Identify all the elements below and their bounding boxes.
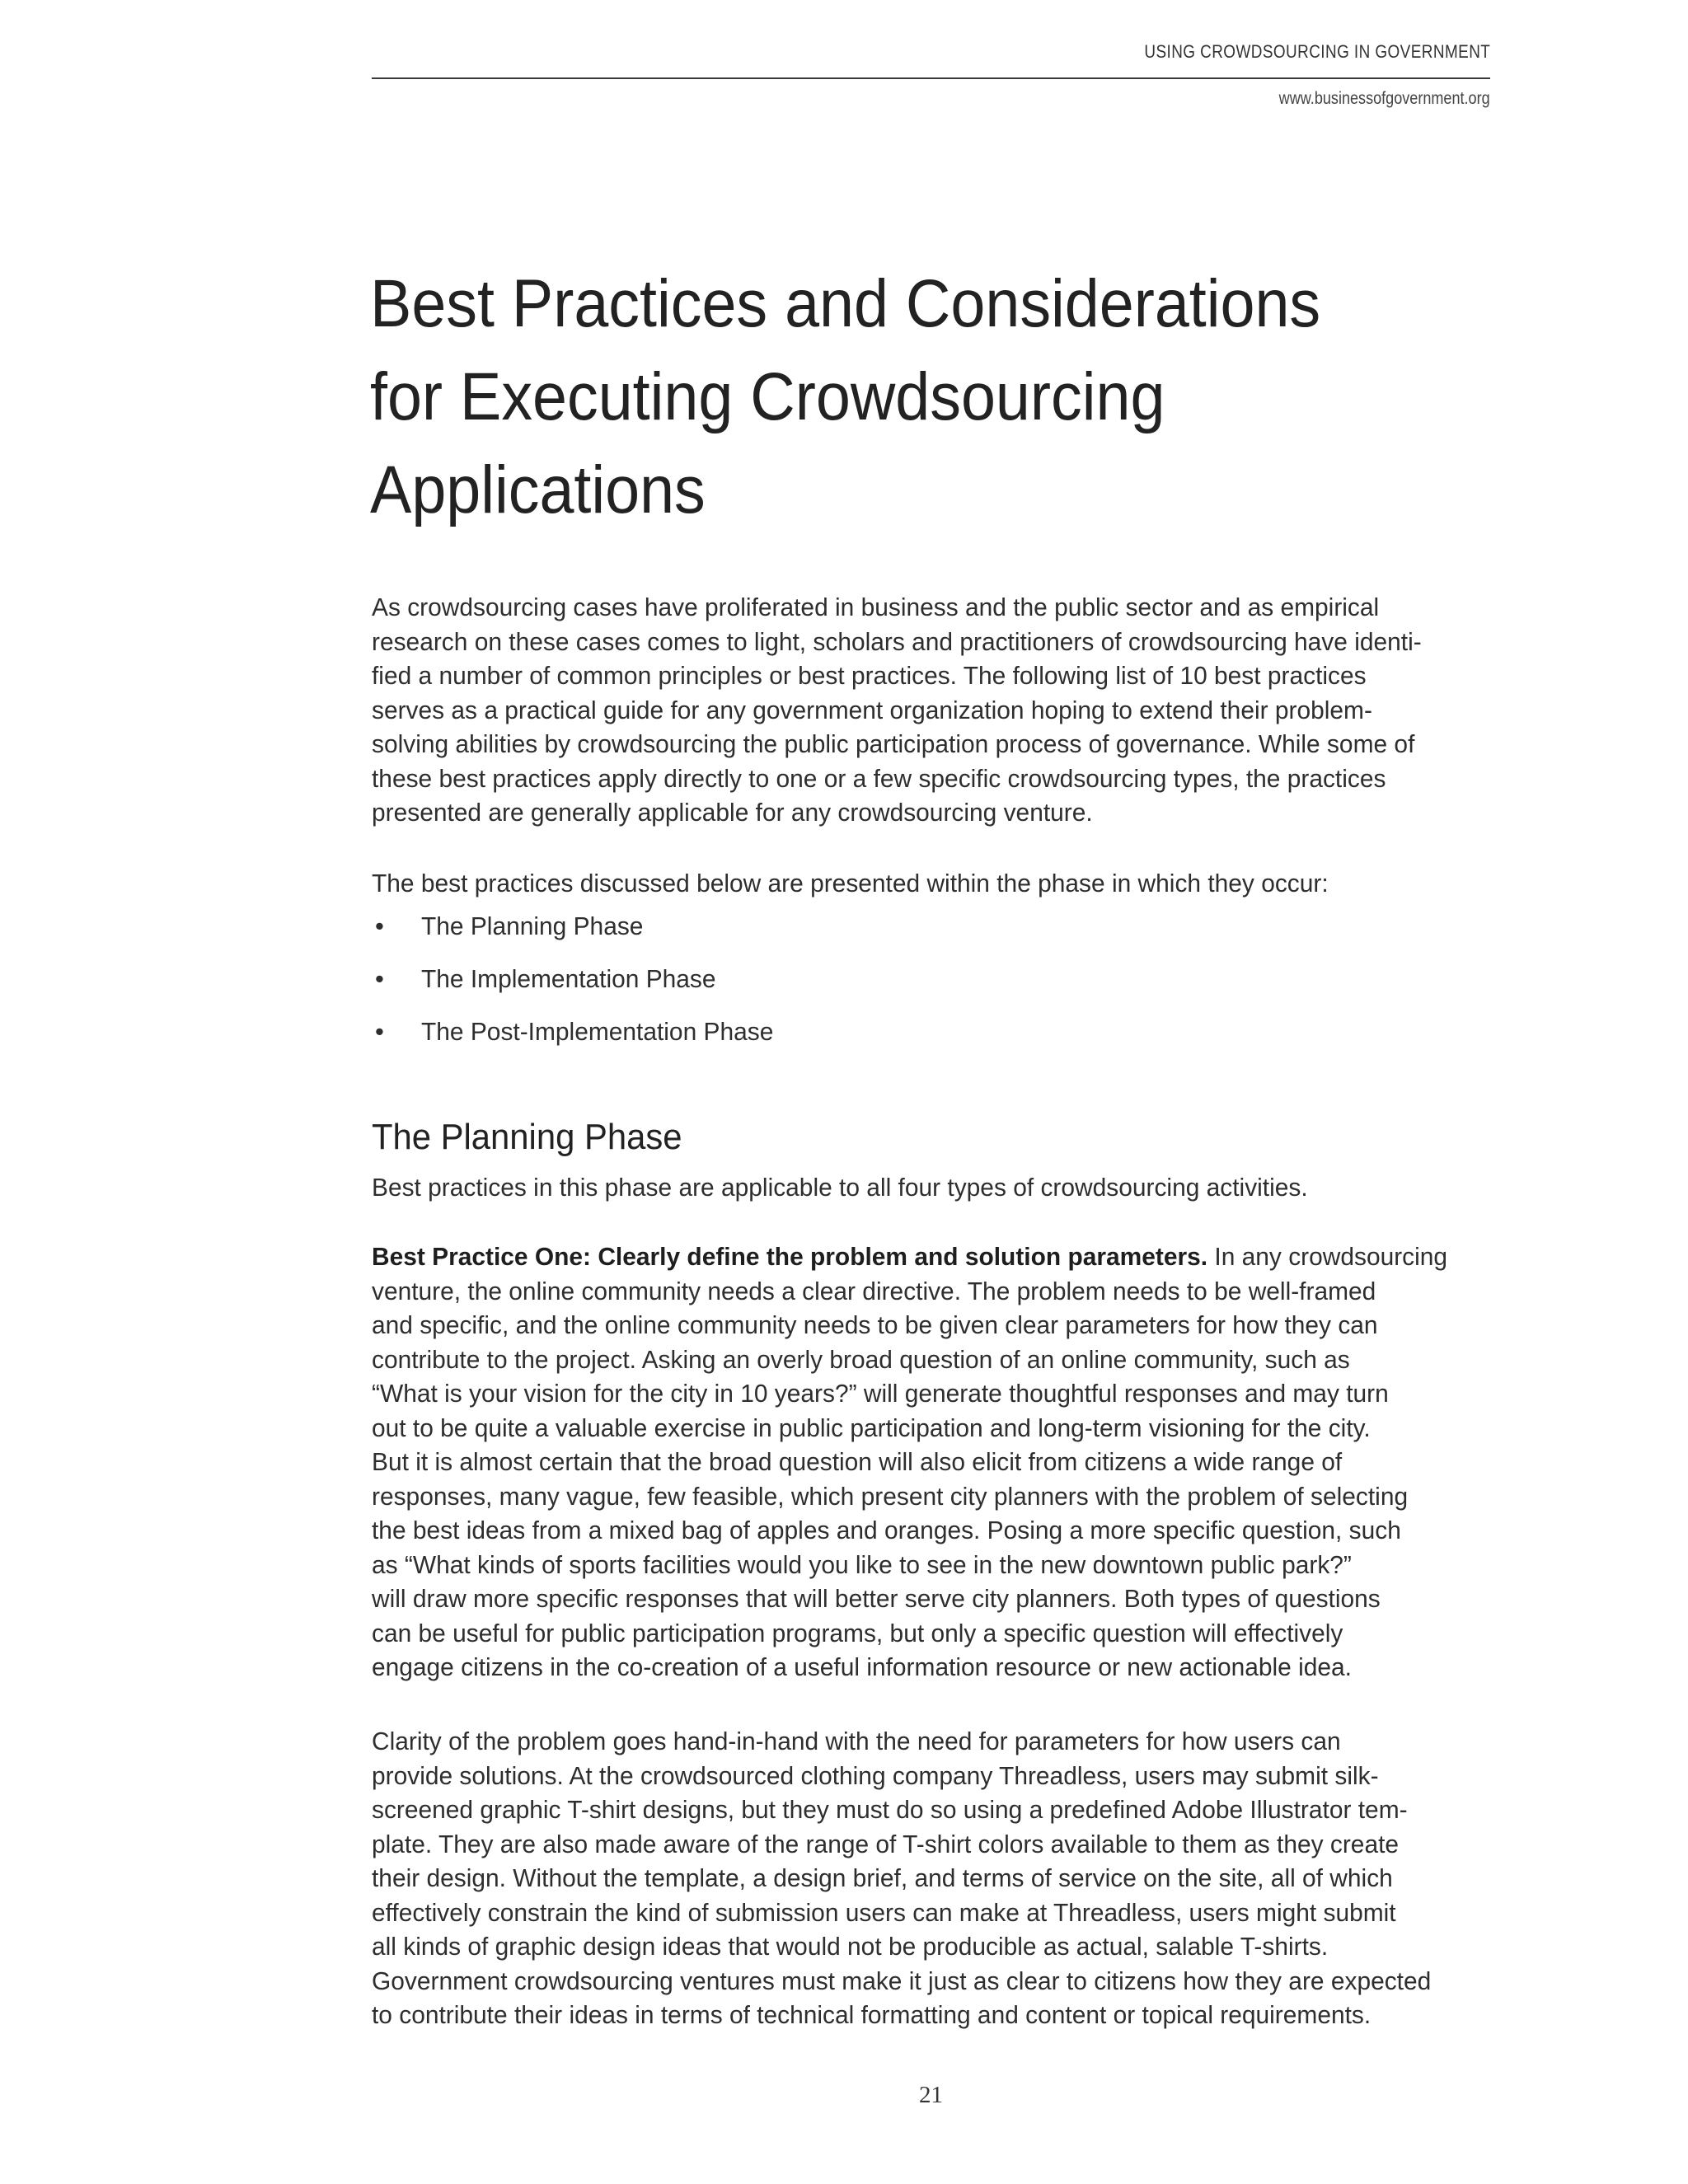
best-practice-one-first-line xyxy=(372,1240,1490,1274)
header-divider xyxy=(372,77,1490,79)
intro-line: fied a number of common principles or best practices. The following list of 10 best practices xyxy=(372,661,1367,690)
title-line-3: Applications xyxy=(370,452,706,527)
paragraph-line: will draw more specific responses that will better serve city planners. Both types of questions xyxy=(372,1584,1381,1613)
phase-label: The Planning Phase xyxy=(421,912,644,940)
intro-line: these best practices apply directly to one or a few specific crowdsourcing types, the practices xyxy=(372,763,1386,793)
planning-subtext: Best practices in this phase are applicable to all four types of crowdsourcing activities. xyxy=(372,1173,1308,1202)
best-practice-one-paragraph xyxy=(372,1240,1531,1685)
intro-line: As crowdsourcing cases have proliferated in business and the public sector and as empirical xyxy=(372,593,1380,621)
best-practice-one-lead-rest: In any crowdsourcing xyxy=(1207,1242,1448,1271)
title-line-1: Best Practices and Considerations xyxy=(370,266,1321,341)
bullet-icon: • xyxy=(375,964,384,993)
paragraph-line: “What is your vision for the city in 10 years?” will generate thoughtful responses and may turn xyxy=(372,1379,1389,1408)
paragraph-line: as “What kinds of sports facilities would you like to see in the new downtown public park?” xyxy=(372,1549,1352,1579)
paragraph-line: plate. They are also made aware of the range of T-shirt colors available to them as they create xyxy=(372,1829,1400,1858)
phase-label: The Post-Implementation Phase xyxy=(421,1017,774,1046)
paragraph-line: Government crowdsourcing ventures must make it just as clear to citizens how they are expected xyxy=(372,1966,1432,1995)
paragraph-line: their design. Without the template, a design brief, and terms of service on the site, all of which xyxy=(372,1863,1393,1892)
paragraph-line: screened graphic T-shirt designs, but they must do so using a predefined Adobe Illustrator tem- xyxy=(372,1795,1408,1824)
header-website-url: www.businessofgovernment.org xyxy=(1279,89,1490,108)
paragraph-line: provide solutions. At the crowdsourced clothing company Threadless, users may submit silk- xyxy=(372,1760,1379,1790)
paragraph-line: contribute to the project. Asking an overly broad question of an online community, such as xyxy=(372,1344,1350,1374)
bullet-icon: • xyxy=(375,1017,384,1046)
section-heading-planning: The Planning Phase xyxy=(372,1117,682,1157)
paragraph-line: can be useful for public participation programs, but only a specific question will effectively xyxy=(372,1618,1343,1647)
intro-line: research on these cases comes to light, scholars and practitioners of crowdsourcing have identi- xyxy=(372,626,1422,656)
planning-subtext-paragraph xyxy=(372,1170,1531,1205)
intro-line: presented are generally applicable for any crowdsourcing venture. xyxy=(372,798,1093,827)
clarity-paragraph xyxy=(372,1724,1531,2032)
intro-line: serves as a practical guide for any government organization hoping to extend their problem- xyxy=(372,695,1372,724)
phases-intro-text: The best practices discussed below are presented within the phase in which they occur: xyxy=(372,869,1329,898)
running-header-title: USING CROWDSOURCING IN GOVERNMENT xyxy=(1144,41,1490,62)
page-number: 21 xyxy=(919,2082,943,2108)
paragraph-line: responses, many vague, few feasible, which present city planners with the problem of selecting xyxy=(372,1481,1409,1511)
phase-label: The Implementation Phase xyxy=(421,964,716,993)
intro-line: solving abilities by crowdsourcing the public participation process of governance. While some of xyxy=(372,729,1415,758)
paragraph-line: But it is almost certain that the broad question will also elicit from citizens a wide range of xyxy=(372,1447,1343,1476)
paragraph-line: engage citizens in the co-creation of a useful information resource or new actionable idea. xyxy=(372,1652,1353,1681)
paragraph-line: and specific, and the online community needs to be given clear parameters for how they can xyxy=(372,1310,1378,1339)
paragraph-line: effectively constrain the kind of submission users can make at Threadless, users might submit xyxy=(372,1897,1396,1927)
page-title xyxy=(370,257,1399,537)
best-practice-one-lead: Best Practice One: Clearly define the problem and solution parameters. xyxy=(372,1242,1208,1271)
paragraph-line: out to be quite a valuable exercise in public participation and long-term visioning for the city. xyxy=(372,1413,1371,1442)
phases-intro-paragraph xyxy=(372,866,1531,901)
paragraph-line: to contribute their ideas in terms of technical formatting and content or topical requirements. xyxy=(372,2000,1372,2029)
paragraph-line: Clarity of the problem goes hand-in-hand with the need for parameters for how users can xyxy=(372,1727,1341,1755)
paragraph-line: the best ideas from a mixed bag of apples and oranges. Posing a more specific question, such xyxy=(372,1516,1401,1544)
paragraph-line: venture, the online community needs a clear directive. The problem needs to be well-framed xyxy=(372,1276,1376,1305)
paragraph-line: all kinds of graphic design ideas that would not be producible as actual, salable T-shirts. xyxy=(372,1932,1329,1961)
bullet-icon: • xyxy=(375,912,384,940)
title-line-2: for Executing Crowdsourcing xyxy=(370,359,1165,434)
intro-paragraph xyxy=(372,590,1531,830)
